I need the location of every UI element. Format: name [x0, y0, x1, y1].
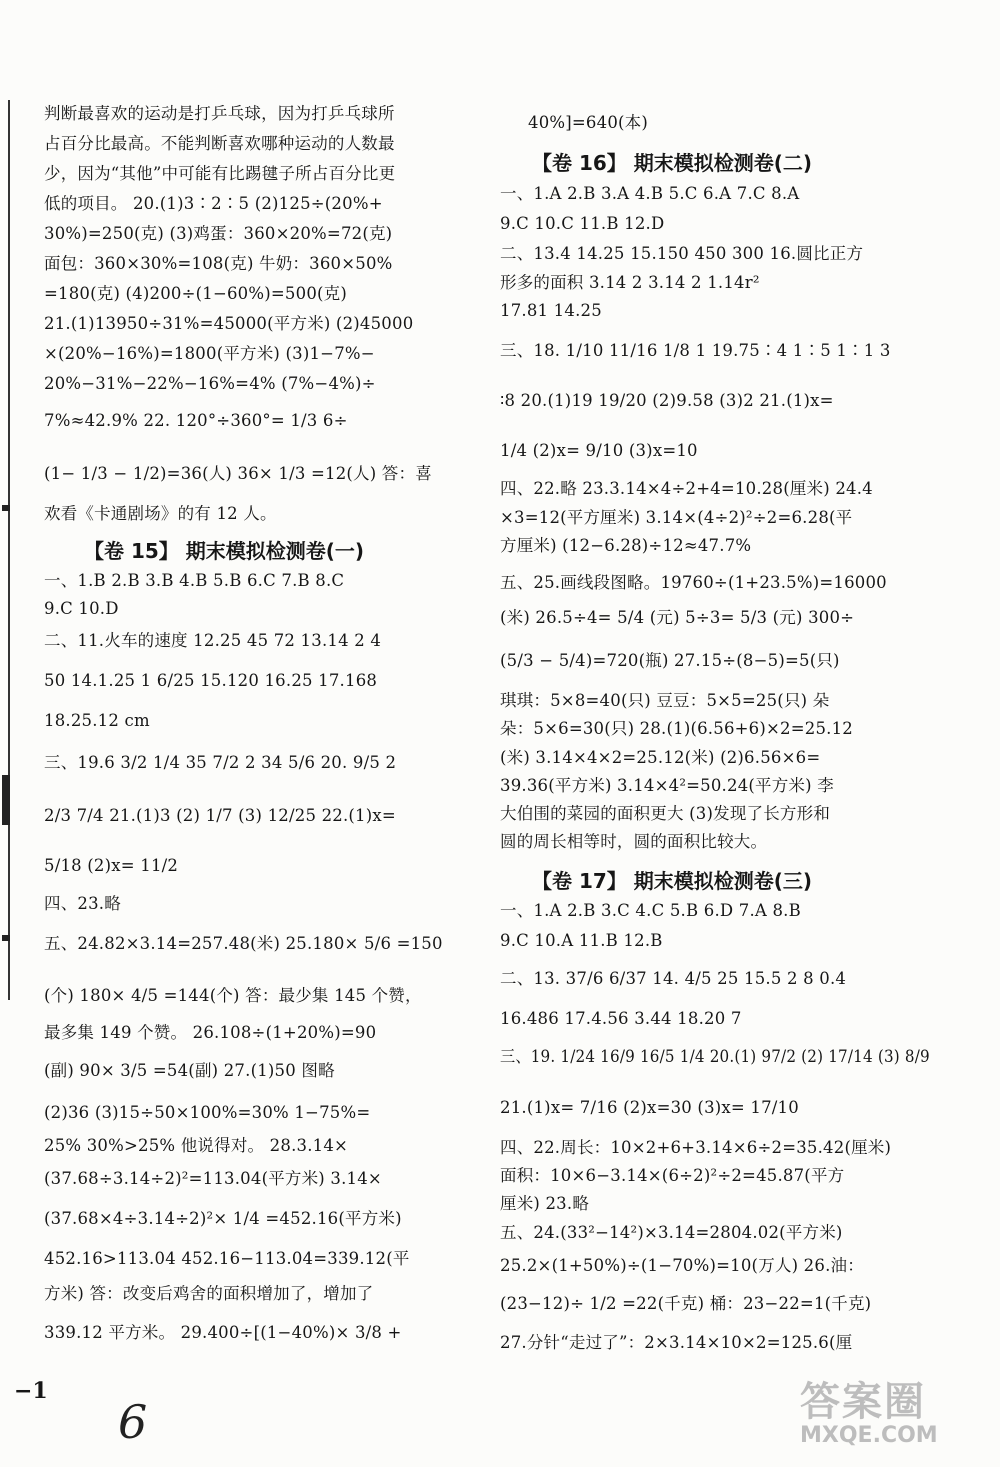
text-line: 少，因为“其他”中可能有比踢毽子所占百分比更 — [44, 164, 396, 183]
text-line: 四、23.略 — [44, 894, 121, 913]
text-line: 厘米) 23.略 — [500, 1194, 590, 1213]
text-line: ×(20%−16%)=1800(平方米) (3)1−7%− — [44, 344, 375, 363]
text-line: 30%)=250(克) (3)鸡蛋：360×20%=72(克) — [44, 224, 393, 243]
text-line: (个) 180× 4/5 =144(个) 答：最少集 145 个赞， — [44, 986, 422, 1005]
page-edge-mark: −1 — [14, 1378, 48, 1404]
section-title-16: 【卷 16】 期末模拟检测卷(二) — [532, 151, 813, 175]
text-line: 21.(1)13950÷31%=45000(平方米) (2)45000 — [44, 314, 414, 333]
text-line: 面包：360×30%=108(克) 牛奶：360×50% — [44, 254, 393, 273]
text-line: 17.81 14.25 — [500, 301, 602, 320]
text-line: 二、13. 37/6 6/37 14. 4/5 25 15.5 2 8 0.4 — [500, 969, 847, 988]
text-line: 判断最喜欢的运动是打乒乓球，因为打乒乓球所 — [44, 104, 395, 123]
text-line: ∶8 20.(1)19 19/20 (2)9.58 (3)2 21.(1)x= — [500, 391, 834, 410]
site-watermark-logo — [800, 1370, 980, 1460]
text-line: (2)36 (3)15÷50×100%=30% 1−75%= — [44, 1103, 371, 1122]
binding-rule — [8, 100, 10, 1000]
text-line: 大伯围的菜园的面积更大 (3)发现了长方形和 — [500, 804, 831, 823]
text-line: 占百分比最高。不能判断喜欢哪种运动的人数最 — [44, 134, 395, 153]
text-line: 39.36(平方米) 3.14×4²=50.24(平方米) 李 — [500, 776, 834, 795]
text-line: 2/3 7/4 21.(1)3 (2) 1/7 (3) 12/25 22.(1)x= — [44, 806, 396, 825]
text-line: 21.(1)x= 7/16 (2)x=30 (3)x= 17/10 — [500, 1098, 799, 1117]
text-line: 25% 30%>25% 他说得对。 28.3.14× — [44, 1136, 349, 1155]
text-line: 9.C 10.A 11.B 12.B — [500, 931, 663, 950]
text-line: 朵：5×6=30(只) 28.(1)(6.56+6)×2=25.12 — [500, 719, 853, 738]
binding-mark — [2, 505, 10, 511]
text-line: 面积：10×6−3.14×(6÷2)²÷2=45.87(平方 — [500, 1166, 845, 1185]
text-line: 三、18. 1/10 11/16 1/8 1 19.75∶4 1∶5 1∶1 3 — [500, 341, 891, 360]
text-line: 5/18 (2)x= 11/2 — [44, 856, 179, 875]
text-line: 方厘米) (12−6.28)÷12≈47.7% — [500, 536, 752, 555]
text-line: 452.16>113.04 452.16−113.04=339.12(平 — [44, 1249, 410, 1268]
text-line: 琪琪：5×8=40(只) 豆豆：5×5=25(只) 朵 — [500, 691, 830, 710]
text-line: 方米) 答：改变后鸡舍的面积增加了，增加了 — [44, 1284, 374, 1303]
text-line: 五、24.82×3.14=257.48(米) 25.180× 5/6 =150 — [44, 934, 443, 953]
text-line: 低的项目。 20.(1)3∶2∶5 (2)125÷(20%+ — [44, 194, 383, 213]
text-line: 18.25.12 cm — [44, 711, 150, 730]
text-line: 27.分针“走过了”：2×3.14×10×2=125.6(厘 — [500, 1333, 853, 1352]
text-line: 25.2×(1+50%)÷(1−70%)=10(万人) 26.油： — [500, 1256, 864, 1275]
text-line: 形多的面积 3.14 2 3.14 2 1.14r² — [500, 273, 760, 292]
text-line: (37.68÷3.14÷2)²=113.04(平方米) 3.14× — [44, 1169, 382, 1188]
watermark-url: MXQE.COM — [800, 1423, 938, 1448]
text-line: (5/3 − 5/4)=720(瓶) 27.15÷(8−5)=5(只) — [500, 651, 840, 670]
binding-mark — [2, 935, 10, 941]
text-line: (23−12)÷ 1/2 =22(千克) 桶：23−22=1(千克) — [500, 1294, 872, 1313]
text-line: 五、25.画线段图略。19760÷(1+23.5%)=16000 — [500, 573, 887, 592]
text-line: 三、19.6 3/2 1/4 35 7/2 2 34 5/6 20. 9/5 2 — [44, 753, 397, 772]
handwritten-number: 6 — [118, 1395, 148, 1449]
text-line: 四、22.略 23.3.14×4÷2+4=10.28(厘米) 24.4 — [500, 479, 873, 498]
text-line: 最多集 149 个赞。 26.108÷(1+20%)=90 — [44, 1023, 377, 1042]
text-line: 7%≈42.9% 22. 120°÷360°= 1/3 6÷ — [44, 411, 348, 430]
text-line: 1/4 (2)x= 9/10 (3)x=10 — [500, 441, 698, 460]
text-line: 一、1.B 2.B 3.B 4.B 5.B 6.C 7.B 8.C — [44, 571, 345, 590]
text-line: =180(克) (4)200÷(1−60%)=500(克) — [44, 284, 347, 303]
text-line: (米) 3.14×4×2=25.12(米) (2)6.56×6= — [500, 748, 821, 767]
text-line: 一、1.A 2.B 3.A 4.B 5.C 6.A 7.C 8.A — [500, 184, 800, 203]
text-line: 50 14.1.25 1 6/25 15.120 16.25 17.168 — [44, 671, 378, 690]
section-title-15: 【卷 15】 期末模拟检测卷(一) — [84, 539, 365, 563]
section-title-17: 【卷 17】 期末模拟检测卷(三) — [532, 869, 813, 893]
text-line: 40%]=640(本) — [528, 113, 649, 132]
text-line: 一、1.A 2.B 3.C 4.C 5.B 6.D 7.A 8.B — [500, 901, 801, 920]
text-line: 9.C 10.C 11.B 12.D — [500, 214, 665, 233]
text-line: 二、11.火车的速度 12.25 45 72 13.14 2 4 — [44, 631, 382, 650]
text-line: 三、19. 1/24 16/9 16/5 1/4 20.(1) 97/2 (2) 17/14 (3) 8/9 — [500, 1047, 930, 1066]
text-line: (副) 90× 3/5 =54(副) 27.(1)50 图略 — [44, 1061, 335, 1080]
watermark-text: 答案圈 — [800, 1379, 926, 1425]
text-line: 20%−31%−22%−16%=4% (7%−4%)÷ — [44, 374, 376, 393]
text-line: 五、24.(33²−14²)×3.14=2804.02(平方米) — [500, 1223, 843, 1242]
text-line: 四、22.周长：10×2+6+3.14×6÷2=35.42(厘米) — [500, 1138, 892, 1157]
text-line: 339.12 平方米。 29.400÷[(1−40%)× 3/8 + — [44, 1323, 402, 1342]
text-line: 圆的周长相等时，圆的面积比较大。 — [500, 832, 768, 851]
text-line: ×3=12(平方厘米) 3.14×(4÷2)²÷2=6.28(平 — [500, 508, 853, 527]
text-line: 9.C 10.D — [44, 599, 119, 618]
text-line: (37.68×4÷3.14÷2)²× 1/4 =452.16(平方米) — [44, 1209, 402, 1228]
binding-mark — [2, 775, 10, 825]
text-line: (米) 26.5÷4= 5/4 (元) 5÷3= 5/3 (元) 300÷ — [500, 608, 855, 627]
text-line: 欢看《卡通剧场》的有 12 人。 — [44, 504, 277, 523]
text-line: 二、13.4 14.25 15.150 450 300 16.圆比正方 — [500, 244, 864, 263]
text-line: 16.486 17.4.56 3.44 18.20 7 — [500, 1009, 742, 1028]
text-line: (1− 1/3 − 1/2)=36(人) 36× 1/3 =12(人) 答：喜 — [44, 464, 432, 483]
